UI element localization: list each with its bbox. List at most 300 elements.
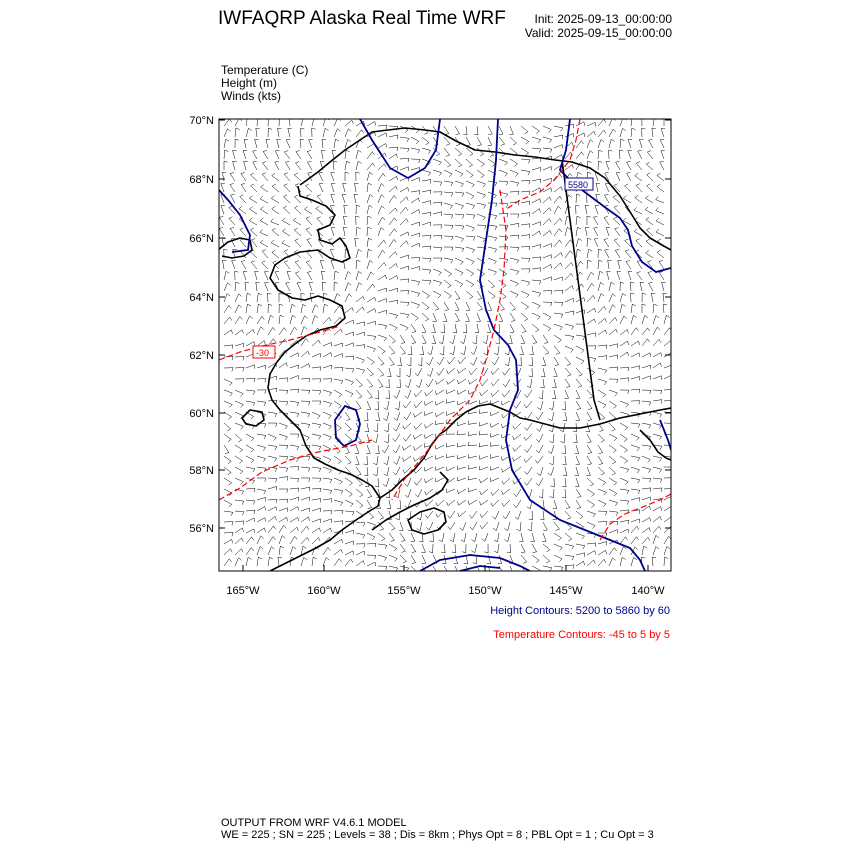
wind-barb	[576, 401, 581, 410]
wind-barb	[334, 317, 342, 324]
wind-barb	[466, 181, 474, 188]
wind-barb	[521, 258, 530, 262]
wind-barb	[235, 294, 242, 302]
wind-barb	[552, 379, 556, 388]
wind-barb	[323, 547, 330, 555]
wind-barb	[587, 283, 594, 291]
wind-barb	[653, 412, 662, 418]
wind-barb	[510, 291, 518, 298]
wind-barb	[510, 214, 519, 218]
wind-barb	[543, 335, 548, 344]
wind-barb	[334, 559, 342, 566]
wind-barb	[521, 291, 529, 298]
wind-barb	[543, 313, 551, 320]
wind-barb	[400, 313, 409, 318]
wind-barb	[446, 390, 455, 394]
wind-barb	[389, 154, 398, 159]
wind-barb	[356, 551, 365, 555]
wind-barb	[455, 225, 464, 230]
wind-barb	[297, 282, 301, 291]
wind-barb	[422, 291, 430, 298]
wind-barb	[663, 304, 667, 313]
wind-barbs	[219, 117, 673, 575]
wind-barb	[576, 141, 584, 148]
wind-barb	[609, 500, 618, 506]
wind-barb	[224, 401, 232, 408]
wind-barb	[312, 340, 320, 346]
wind-barb	[235, 356, 244, 360]
wind-barb	[414, 478, 422, 485]
wind-barb	[453, 324, 457, 333]
wind-barb	[268, 445, 277, 450]
wind-barb	[355, 445, 359, 454]
wind-barb	[245, 282, 249, 291]
wind-barb	[598, 467, 605, 475]
wind-barb	[294, 228, 301, 236]
wind-barb	[255, 139, 259, 148]
wind-barb	[345, 343, 354, 347]
wind-barb	[468, 442, 477, 446]
wind-barb	[466, 214, 475, 219]
wind-barb	[334, 489, 343, 494]
wind-barb	[382, 445, 389, 453]
wind-barb	[510, 181, 519, 186]
wind-barb	[317, 217, 323, 225]
wind-barb	[576, 216, 581, 225]
wind-barb	[527, 379, 532, 388]
wind-barb	[415, 368, 422, 376]
wind-barb	[355, 183, 359, 192]
wind-barb	[257, 401, 266, 406]
wind-barb	[411, 544, 416, 553]
wind-barb	[437, 368, 445, 375]
wind-barb	[235, 305, 242, 313]
wind-barb	[598, 559, 606, 566]
wind-barb	[457, 390, 466, 394]
wind-barb	[477, 203, 486, 209]
wind-barb	[488, 126, 492, 135]
wind-barb	[268, 293, 272, 302]
wind-barb	[444, 137, 450, 145]
wind-barb	[524, 434, 532, 441]
wind-barb	[587, 500, 595, 507]
wind-barb	[257, 518, 266, 522]
wind-barb	[543, 197, 551, 203]
wind-barb	[576, 368, 582, 376]
wind-barb	[554, 135, 563, 139]
wind-barb	[598, 500, 606, 507]
wind-barb	[240, 239, 246, 247]
wind-barb	[660, 139, 664, 148]
wind-barb	[367, 562, 376, 566]
wind-barb	[468, 500, 477, 505]
wind-barb	[446, 399, 455, 403]
wind-barb	[653, 467, 662, 473]
wind-barb	[345, 434, 352, 442]
wind-barb	[378, 173, 385, 181]
wind-barb	[554, 290, 563, 294]
wind-barb	[268, 315, 274, 324]
wind-barb	[471, 357, 477, 365]
wind-barb	[477, 313, 481, 322]
wind-barb	[598, 150, 603, 159]
wind-barb	[230, 184, 235, 193]
wind-barb	[257, 547, 263, 556]
wind-barb	[433, 181, 442, 186]
wind-barb	[356, 205, 360, 214]
wind-barb	[290, 547, 296, 556]
wind-barb	[224, 423, 231, 431]
wind-barb	[260, 196, 268, 203]
wind-barb	[356, 345, 365, 349]
wind-barb	[540, 511, 544, 520]
wind-barb	[301, 364, 310, 368]
wind-barb	[565, 390, 569, 399]
wind-barb	[400, 291, 409, 295]
wind-barb	[460, 335, 466, 344]
wind-barb	[422, 235, 431, 239]
wind-barb	[425, 511, 433, 518]
wind-barb	[279, 536, 285, 544]
wind-barb	[268, 456, 277, 462]
wind-barb	[653, 535, 659, 544]
wind-barb	[480, 500, 489, 505]
wind-barb	[378, 263, 386, 270]
wind-barb	[389, 208, 397, 214]
wind-barb	[492, 511, 499, 519]
wind-barb	[235, 456, 243, 463]
wind-barb	[422, 335, 426, 344]
wind-barb	[554, 155, 563, 159]
wind-barb	[657, 184, 664, 192]
wind-barb	[400, 241, 408, 247]
wind-barb	[411, 566, 417, 574]
temp-inline-label: -30	[256, 348, 270, 358]
wind-barb	[598, 306, 606, 313]
wind-barb	[642, 546, 647, 555]
wind-barb	[513, 434, 521, 440]
wind-barb	[323, 511, 332, 515]
wind-barb	[307, 271, 312, 280]
wind-barb	[532, 167, 541, 171]
wind-barb	[521, 148, 529, 155]
wind-barb	[387, 368, 391, 377]
wind-barb	[422, 190, 431, 194]
wind-barb	[312, 316, 318, 325]
wind-barb	[389, 544, 397, 551]
wind-barb	[367, 227, 371, 236]
wind-barb	[554, 277, 563, 281]
wind-barb	[479, 410, 488, 414]
wind-barb	[466, 192, 474, 199]
wind-barb	[235, 316, 242, 324]
wind-barb	[403, 434, 411, 441]
wind-barb	[490, 400, 499, 404]
wind-barb	[426, 522, 433, 530]
wind-barb	[565, 346, 573, 353]
wind-barb	[598, 522, 607, 526]
wind-barb	[378, 357, 384, 365]
wind-barb	[587, 319, 596, 324]
wind-barb	[653, 339, 661, 346]
wind-barb	[425, 489, 433, 495]
wind-barb	[345, 129, 351, 137]
wind-barb	[224, 539, 233, 544]
wind-barb	[543, 230, 551, 236]
wind-barb	[447, 368, 455, 374]
wind-barb	[598, 542, 607, 546]
wind-barb	[312, 128, 316, 137]
wind-barb	[378, 533, 385, 541]
wind-barb	[235, 390, 243, 397]
wind-barb	[620, 139, 624, 148]
wind-barb	[301, 526, 309, 533]
wind-barb	[576, 122, 585, 126]
wind-barb	[521, 224, 530, 228]
wind-barb	[389, 186, 397, 192]
wind-barb	[630, 282, 634, 291]
wind-barb	[403, 401, 411, 408]
wind-barb	[400, 544, 405, 552]
wind-barb	[224, 129, 231, 137]
wind-barb	[411, 137, 419, 144]
wind-barb	[246, 529, 255, 533]
wind-barb	[367, 172, 373, 181]
wind-barb	[356, 249, 362, 258]
wind-barb	[343, 227, 347, 236]
wind-barb	[378, 566, 387, 570]
wind-barb	[272, 184, 279, 192]
wind-barb	[224, 150, 228, 159]
wind-barb	[425, 500, 433, 506]
wind-barb	[477, 159, 484, 167]
wind-barb	[466, 302, 470, 311]
wind-barb	[631, 445, 640, 451]
wind-barb	[631, 353, 640, 357]
wind-barb	[367, 500, 372, 509]
wind-barb	[279, 423, 287, 429]
wind-barb	[427, 368, 433, 377]
wind-barb	[532, 209, 540, 214]
wind-barb	[455, 247, 464, 252]
wind-barb	[356, 172, 360, 181]
wind-barb	[394, 412, 400, 421]
wind-barb	[403, 445, 412, 450]
wind-barb	[345, 423, 352, 431]
wind-barb	[598, 345, 607, 349]
wind-barb	[290, 507, 299, 511]
wind-barb	[260, 229, 268, 236]
wind-barb	[345, 320, 354, 324]
wind-barb	[627, 172, 632, 181]
wind-barb	[246, 378, 255, 382]
wind-barb	[384, 401, 389, 410]
wind-barb	[301, 316, 308, 324]
wind-barb	[510, 159, 518, 166]
wind-barb	[307, 151, 312, 160]
wind-barb	[461, 533, 466, 542]
wind-barb	[241, 173, 246, 182]
wind-barb	[480, 466, 489, 470]
wind-barb	[565, 500, 570, 509]
wind-barb	[422, 324, 426, 333]
wind-barb	[631, 456, 640, 461]
wind-barb	[224, 511, 233, 516]
wind-barb	[664, 315, 670, 324]
wind-barb	[260, 218, 268, 225]
wind-barb	[551, 478, 555, 487]
wind-barb	[554, 555, 562, 562]
wind-barb	[444, 302, 449, 311]
wind-barb	[469, 511, 477, 518]
wind-barb	[620, 467, 629, 473]
kodiak	[408, 508, 446, 534]
wind-barb	[301, 401, 310, 405]
wind-barb	[554, 196, 562, 203]
wind-barb	[661, 129, 665, 138]
wind-barb	[499, 247, 508, 251]
wind-barb	[389, 147, 398, 151]
wind-barb	[525, 445, 532, 453]
wind-barb	[224, 456, 231, 464]
wind-barb	[279, 390, 288, 394]
wind-barb	[389, 357, 394, 366]
wind-barb	[521, 235, 530, 239]
wind-barb	[490, 454, 499, 458]
wind-barb	[408, 346, 412, 355]
wind-barb	[268, 499, 277, 503]
wind-barb	[312, 353, 321, 357]
wind-barb	[436, 500, 444, 506]
wind-barb	[433, 247, 442, 251]
wind-barb	[257, 445, 266, 451]
wind-barb	[493, 522, 499, 531]
wind-barb	[232, 260, 236, 269]
wind-barb	[271, 219, 279, 225]
wind-barb	[334, 129, 340, 137]
wind-barb	[323, 317, 331, 324]
wind-barb	[345, 356, 354, 360]
wind-barb	[378, 379, 383, 388]
wind-barb	[235, 139, 239, 148]
wind-barb	[479, 455, 488, 459]
wind-barb	[426, 379, 433, 387]
wind-barb	[653, 434, 662, 440]
wind-barb	[428, 346, 434, 355]
wind-barb	[490, 433, 499, 437]
wind-barb	[356, 544, 365, 548]
wind-barb	[411, 198, 420, 203]
wind-barb	[345, 294, 352, 302]
wind-barb	[477, 137, 482, 146]
wind-barb	[631, 489, 640, 494]
wind-barb	[279, 363, 287, 368]
wind-barb	[491, 379, 499, 386]
wind-barb	[466, 159, 473, 167]
wind-barb	[653, 400, 662, 404]
wind-barb	[321, 271, 325, 280]
wind-barb	[378, 288, 387, 292]
wind-barb	[250, 207, 258, 215]
wind-barb	[457, 443, 466, 447]
wind-barb	[334, 306, 342, 313]
wind-barb	[323, 423, 331, 429]
wind-barb	[664, 423, 673, 427]
wind-barb	[290, 517, 299, 522]
wind-barb	[587, 489, 595, 497]
wind-barb	[620, 557, 626, 566]
wind-barb	[241, 184, 246, 193]
wind-barb	[301, 517, 310, 522]
lat-label: 56°N	[189, 523, 214, 535]
wind-barb	[606, 162, 610, 171]
wind-barb	[257, 117, 261, 126]
wind-barb	[286, 282, 290, 291]
wind-barb	[406, 368, 411, 377]
wind-barb	[262, 261, 268, 269]
wind-barb	[389, 196, 396, 204]
wind-barb	[278, 128, 282, 137]
wind-barb	[229, 217, 235, 225]
wind-barb	[257, 456, 266, 462]
wind-barb	[549, 423, 554, 432]
wind-barb	[554, 218, 562, 225]
wind-barb	[620, 537, 628, 544]
wind-barb	[312, 538, 320, 544]
wind-barb	[244, 161, 248, 170]
wind-barb	[323, 128, 329, 137]
wind-barb	[378, 217, 385, 225]
wind-barb	[364, 456, 368, 465]
wind-barb	[373, 434, 378, 443]
wind-barb	[598, 294, 604, 303]
wind-barb	[447, 500, 455, 506]
wind-barb	[586, 467, 590, 476]
wind-barb	[642, 401, 651, 406]
wind-barb	[262, 250, 268, 258]
wind-barb	[235, 445, 243, 452]
wind-barb	[367, 205, 373, 214]
wind-barb	[576, 544, 585, 549]
wind-barb	[642, 445, 651, 450]
wind-barb	[404, 412, 411, 420]
wind-barb	[444, 280, 451, 288]
wind-barb	[356, 130, 364, 137]
wind-barb	[514, 500, 521, 508]
wind-barb	[246, 434, 254, 441]
wind-barb	[541, 368, 545, 377]
wind-barb	[587, 434, 591, 443]
wind-barb	[435, 466, 444, 470]
wind-barb	[576, 553, 585, 557]
wind-barb	[652, 128, 656, 137]
wind-barb	[443, 313, 447, 322]
wind-barb	[224, 467, 231, 475]
wind-barb	[400, 324, 408, 331]
wind-barb	[433, 313, 437, 322]
wind-barb	[289, 117, 293, 126]
wind-barb	[378, 299, 387, 303]
wind-barb	[480, 390, 488, 396]
wind-barb	[284, 173, 290, 181]
wind-barb	[481, 357, 489, 364]
height-contour-legend: Height Contours: 5200 to 5860 by 60	[490, 605, 670, 617]
wind-barb	[272, 228, 279, 236]
wind-barb	[532, 231, 541, 236]
wind-barb	[634, 207, 642, 214]
wind-barb	[235, 271, 239, 280]
wind-barb	[536, 412, 543, 420]
